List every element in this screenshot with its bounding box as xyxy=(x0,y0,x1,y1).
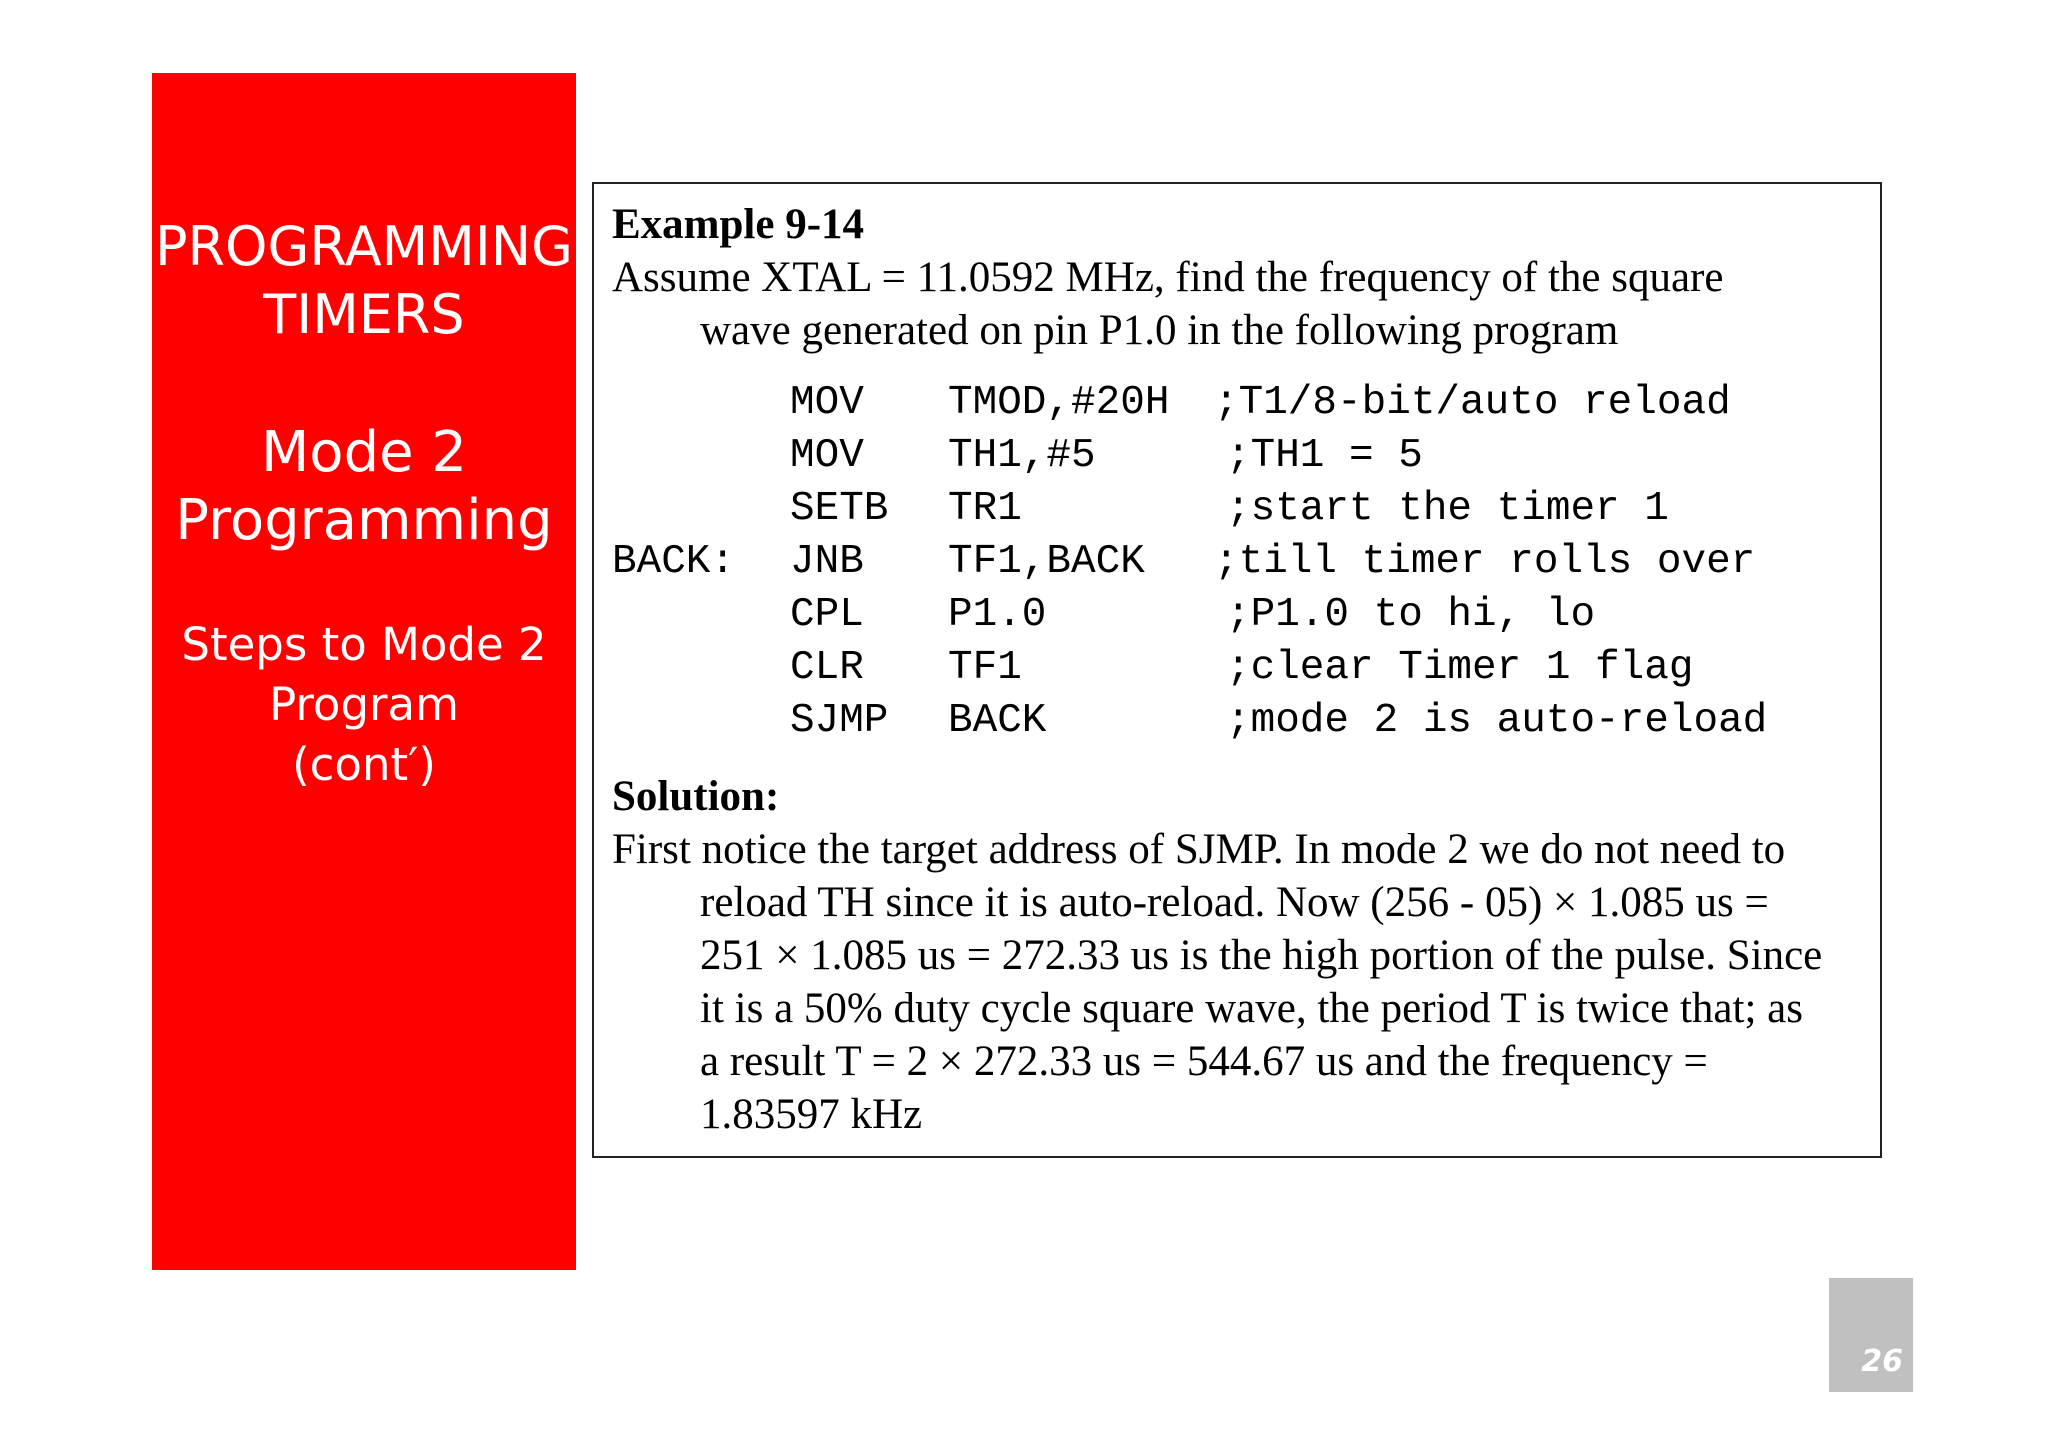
section-steps-line: Program xyxy=(269,678,459,731)
code-line xyxy=(612,430,1880,483)
solution-line: reload TH since it is auto-reload. Now (256 - 05) × 1.085 us = xyxy=(700,879,1769,926)
code-operand: TR1 xyxy=(948,486,1022,532)
code-listing xyxy=(612,377,1880,748)
code-operand: TMOD,#20H xyxy=(948,380,1170,426)
example-box xyxy=(592,182,1882,1158)
code-operand: TF1,BACK xyxy=(948,539,1145,585)
code-label: BACK: xyxy=(612,539,736,585)
section-steps-line: Steps to Mode 2 xyxy=(181,618,547,671)
code-comment: ;start the timer 1 xyxy=(1226,486,1669,532)
section-title-line: TIMERS xyxy=(263,283,465,346)
solution-line: 251 × 1.085 us = 272.33 us is the high portion of the pulse. Since xyxy=(700,932,1823,979)
code-opcode: CPL xyxy=(790,592,864,638)
code-line xyxy=(612,483,1880,536)
code-operand: P1.0 xyxy=(948,592,1047,638)
code-opcode: MOV xyxy=(790,433,864,479)
code-label xyxy=(612,430,790,483)
code-opcode: SJMP xyxy=(790,698,889,744)
code-label xyxy=(612,483,790,536)
section-subtitle-line: Programming xyxy=(175,488,553,553)
code-line xyxy=(612,695,1880,748)
page-number: 26 xyxy=(1829,1278,1913,1392)
code-comment: ;TH1 = 5 xyxy=(1226,433,1423,479)
code-line xyxy=(612,536,1880,589)
section-title-line: PROGRAMMING xyxy=(154,215,574,278)
solution-line: a result T = 2 × 272.33 us = 544.67 us and the frequency = xyxy=(700,1038,1708,1085)
solution-line: 1.83597 kHz xyxy=(700,1091,923,1138)
code-label xyxy=(612,589,790,642)
code-operand: TH1,#5 xyxy=(948,433,1096,479)
code-opcode: JNB xyxy=(790,539,864,585)
code-label xyxy=(612,642,790,695)
solution-text xyxy=(612,823,1880,1141)
code-comment: ;P1.0 to hi, lo xyxy=(1226,592,1596,638)
code-operand: BACK xyxy=(948,698,1047,744)
example-title: Example 9-14 xyxy=(612,201,865,248)
question-line: Assume XTAL = 11.0592 MHz, find the frequency of the square xyxy=(612,254,1724,301)
code-label xyxy=(612,695,790,748)
section-subtitle-line: Mode 2 xyxy=(260,420,467,485)
code-comment: ;clear Timer 1 flag xyxy=(1226,645,1694,691)
section-sidebar xyxy=(152,73,576,1270)
code-opcode: MOV xyxy=(790,380,864,426)
code-comment: ;mode 2 is auto-reload xyxy=(1226,698,1768,744)
section-title xyxy=(152,213,576,349)
code-line xyxy=(612,589,1880,642)
code-opcode: SETB xyxy=(790,486,889,532)
code-opcode: CLR xyxy=(790,645,864,691)
code-comment: ;T1/8-bit/auto reload xyxy=(1214,380,1731,426)
code-operand: TF1 xyxy=(948,645,1022,691)
section-steps-line: (cont′) xyxy=(292,738,436,791)
example-question xyxy=(612,251,1880,357)
code-comment: ;till timer rolls over xyxy=(1214,539,1756,585)
code-label xyxy=(612,377,790,430)
section-subtitle xyxy=(152,419,576,555)
section-steps xyxy=(152,615,576,795)
solution-title: Solution: xyxy=(612,773,780,820)
code-line xyxy=(612,377,1880,430)
solution-line: First notice the target address of SJMP. In mode 2 we do not need to xyxy=(612,826,1786,873)
question-line: wave generated on pin P1.0 in the following program xyxy=(700,307,1619,354)
solution-line: it is a 50% duty cycle square wave, the period T is twice that; as xyxy=(700,985,1803,1032)
code-line xyxy=(612,642,1880,695)
